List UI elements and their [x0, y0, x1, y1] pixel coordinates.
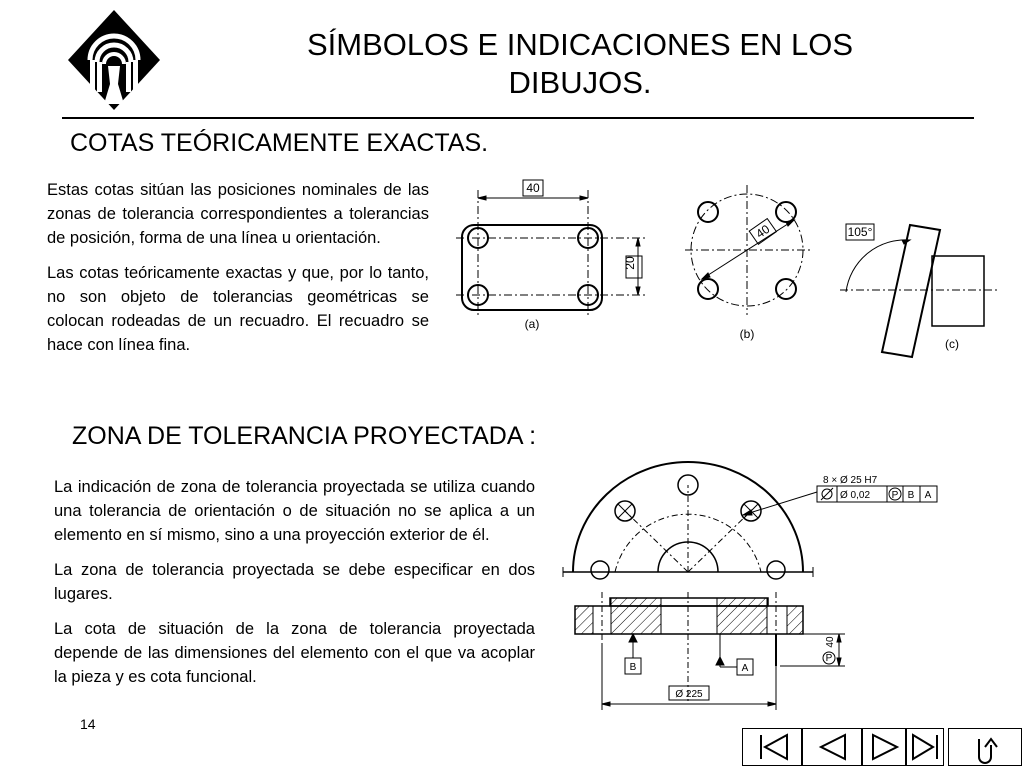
projected-length: 40	[825, 636, 836, 648]
exact-dimensions-figure	[450, 170, 1010, 365]
section-heading-projected-tolerance: ZONA DE TOLERANCIA PROYECTADA :	[72, 422, 537, 450]
last-slide-icon	[907, 729, 943, 765]
return-button[interactable]	[948, 728, 1022, 766]
next-slide-button[interactable]	[862, 728, 906, 766]
section2-text	[54, 475, 535, 689]
slide-navigation	[742, 728, 1022, 768]
projected-symbol: P	[891, 490, 899, 501]
paragraph: Las cotas teóricamente exactas y que, por lo tanto, no son objeto de tolerancias geométricas se colocan rodeadas de un recuadro. El recuadro se hace con línea fina.	[47, 264, 429, 354]
page-title: SÍMBOLOS E INDICACIONES EN LOS DIBUJOS.	[306, 27, 854, 100]
datum-a: A	[924, 490, 932, 501]
previous-icon	[803, 729, 861, 765]
dim-a-width: 40	[526, 181, 540, 195]
return-icon	[949, 729, 1021, 765]
last-slide-button[interactable]	[906, 728, 944, 766]
section1-text	[47, 178, 429, 357]
university-logo	[66, 8, 162, 118]
figure-a	[456, 180, 645, 331]
figure-c	[840, 224, 1000, 357]
datum-b: B	[907, 490, 915, 501]
label-a: (a)	[524, 317, 540, 331]
paragraph: La zona de tolerancia proyectada se debe especificar en dos lugares.	[54, 561, 535, 603]
paragraph: Estas cotas sitúan las posiciones nominales de las zonas de tolerancia correspondientes a tolerancias de posición, forma de una línea u orientación.	[47, 181, 429, 247]
datum-a-box: A	[741, 663, 749, 674]
dim-c: 105°	[847, 225, 873, 239]
figure-b	[685, 185, 810, 341]
first-slide-button[interactable]	[742, 728, 802, 766]
dim-a-height: 20	[623, 256, 637, 270]
dim-b: 40	[753, 221, 773, 241]
projected-tolerance-figure	[555, 452, 975, 717]
datum-b-box: B	[629, 662, 637, 673]
label-c: (c)	[945, 337, 959, 351]
projected-symbol-2: P	[825, 653, 833, 664]
paragraph: La indicación de zona de tolerancia proyectada se utiliza cuando una tolerancia de orientación o de situación no se aplica a un elemento en sí mismo, sino a una proyección exterior de él.	[54, 478, 535, 544]
label-b: (b)	[739, 327, 755, 341]
first-slide-icon	[743, 729, 801, 765]
diameter-dim: Ø 225	[675, 689, 703, 700]
next-icon	[863, 729, 905, 765]
paragraph: La cota de situación de la zona de tolerancia proyectada depende de las dimensiones del elemento con el que va acoplar la pieza y es cota funcional.	[54, 620, 535, 686]
title-divider	[62, 117, 974, 119]
previous-slide-button[interactable]	[802, 728, 862, 766]
section-heading-exact-dimensions: COTAS TEÓRICAMENTE EXACTAS.	[70, 129, 489, 157]
tolerance-value: Ø 0,02	[840, 490, 871, 501]
hole-callout: 8 × Ø 25 H7	[823, 475, 878, 486]
page-number: 14	[80, 716, 96, 732]
